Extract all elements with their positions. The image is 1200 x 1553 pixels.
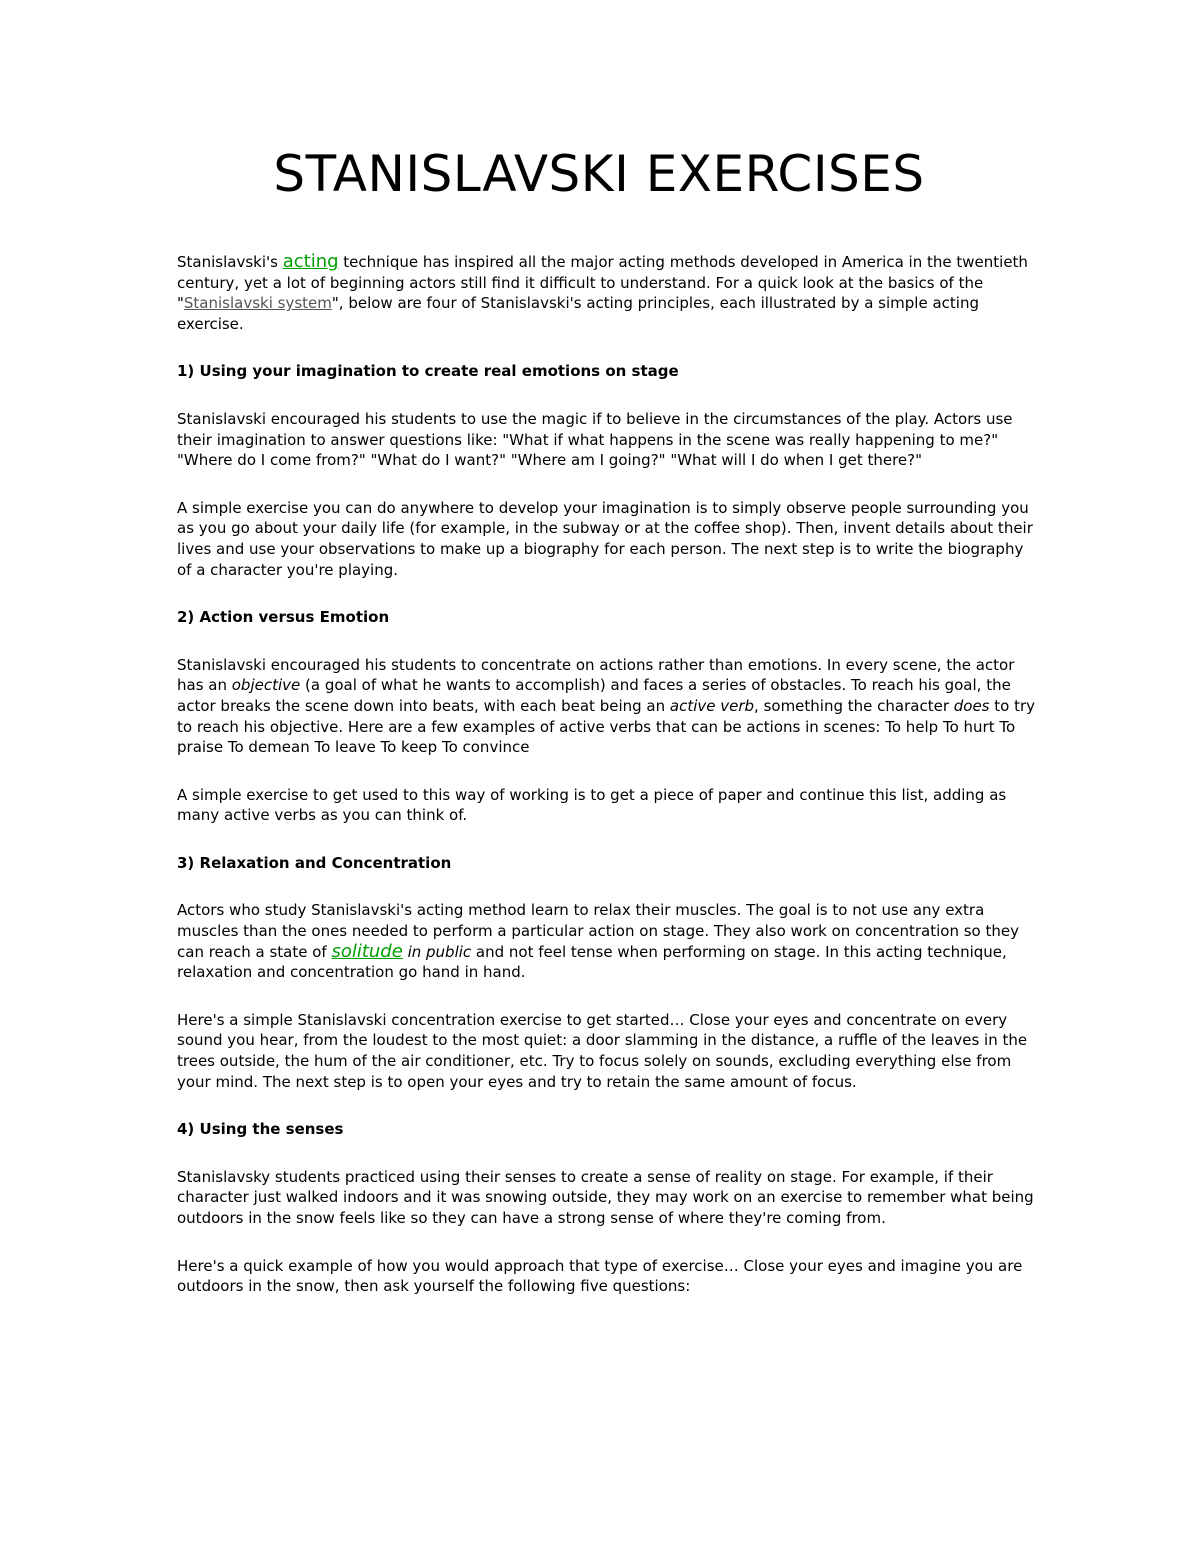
section-2-heading: 2) Action versus Emotion [177,608,390,627]
section-2-paragraph-2: A simple exercise to get used to this way of working is to get a piece of paper and continue this list, adding as many active verbs as you can think of. [177,785,1007,825]
s2-does: does [953,696,990,715]
intro-text-3: ", below are four of Stanislavski's acting principles, each illustrated by a simple acting exercise. [177,294,979,333]
s3-text-b: and not feel tense when performing on stage. In this acting technique, relaxation and concentration go hand in hand. [177,942,1007,982]
acting-link[interactable]: acting [282,251,339,272]
document-body [177,252,1037,1324]
s3-text-a: Actors who study Stanislavski's acting method learn to relax their muscles. The goal is to not use any extra muscles than the ones needed to perform a particular action on stage. They also work on concentration so they can reach a state of [177,901,1019,961]
section-3-heading: 3) Relaxation and Concentration [177,853,452,872]
s3-in-public: in public [402,942,472,961]
section-1-paragraph-1: Stanislavski encouraged his students to use the magic if to believe in the circumstances of the play. Actors use their imagination to answer questions like: "What if what happens in the scene was really happening to me?" "Where do I come from?" "What do I want?" "Where am I going?" "What will I do when I get there?" [177,409,1013,470]
solitude-link[interactable]: solitude [331,940,403,962]
section-3-paragraph-1 [177,900,1037,982]
s2-text-a: Stanislavski encouraged his students to concentrate on actions rather than emotions. In every scene, the actor has an [177,655,1015,695]
section-4-heading: 4) Using the senses [177,1120,344,1139]
page-title: STANISLAVSKI EXERCISES [273,145,925,203]
s2-text-c: , something the character [754,696,954,715]
intro-paragraph [177,252,1037,334]
s2-text-d: to try to reach his objective. Here are a few examples of active verbs that can be actions in scenes: To help To hurt To praise To demean To leave To keep To convince [177,696,1036,757]
intro-text-1: Stanislavski's [177,253,283,271]
section-3-paragraph-2: Here's a simple Stanislavski concentration exercise to get started… Close your eyes and concentrate on every sound you hear, from the loudest to the most quiet: a door slamming in the distance, a ruffle of the leaves in the trees outside, the hum of the air conditioner, etc. Try to focus solely on sounds, excluding everything else from your mind. The next step is to open your eyes and try to retain the same amount of focus. [177,1010,1028,1091]
intro-text-2: technique has inspired all the major acting methods developed in America in the twentieth century, yet a lot of beginning actors still find it difficult to understand. For a quick look at the basics of the " [177,253,1028,313]
section-4-paragraph-2: Here's a quick example of how you would approach that type of exercise… Close your eyes and imagine you are outdoors in the snow, then ask yourself the following five questions: [177,1256,1023,1296]
s2-active-verb: active verb [669,696,755,715]
section-2-paragraph-1 [177,655,1037,758]
section-1-heading: 1) Using your imagination to create real emotions on stage [177,362,679,381]
section-4-paragraph-1: Stanislavsky students practiced using their senses to create a sense of reality on stage. For example, if their character just walked indoors and it was snowing outside, they may work on an exercise to remember what being outdoors in the snow feels like so they can have a strong sense of where they're coming from. [177,1167,1034,1227]
stanislavski-system-link[interactable]: Stanislavski system [183,294,332,313]
s2-objective: objective [231,676,301,695]
s2-text-b: (a goal of what he wants to accomplish) and faces a series of obstacles. To reach his goal, the actor breaks the scene down into beats, with each beat being an [177,676,1011,715]
section-1-paragraph-2: A simple exercise you can do anywhere to develop your imagination is to simply observe people surrounding you as you go about your daily life (for example, in the subway or at the coffee shop). Then, invent details about their lives and use your observations to make up a biography for each person. The next step is to write the biography of a character you're playing. [177,498,1033,579]
